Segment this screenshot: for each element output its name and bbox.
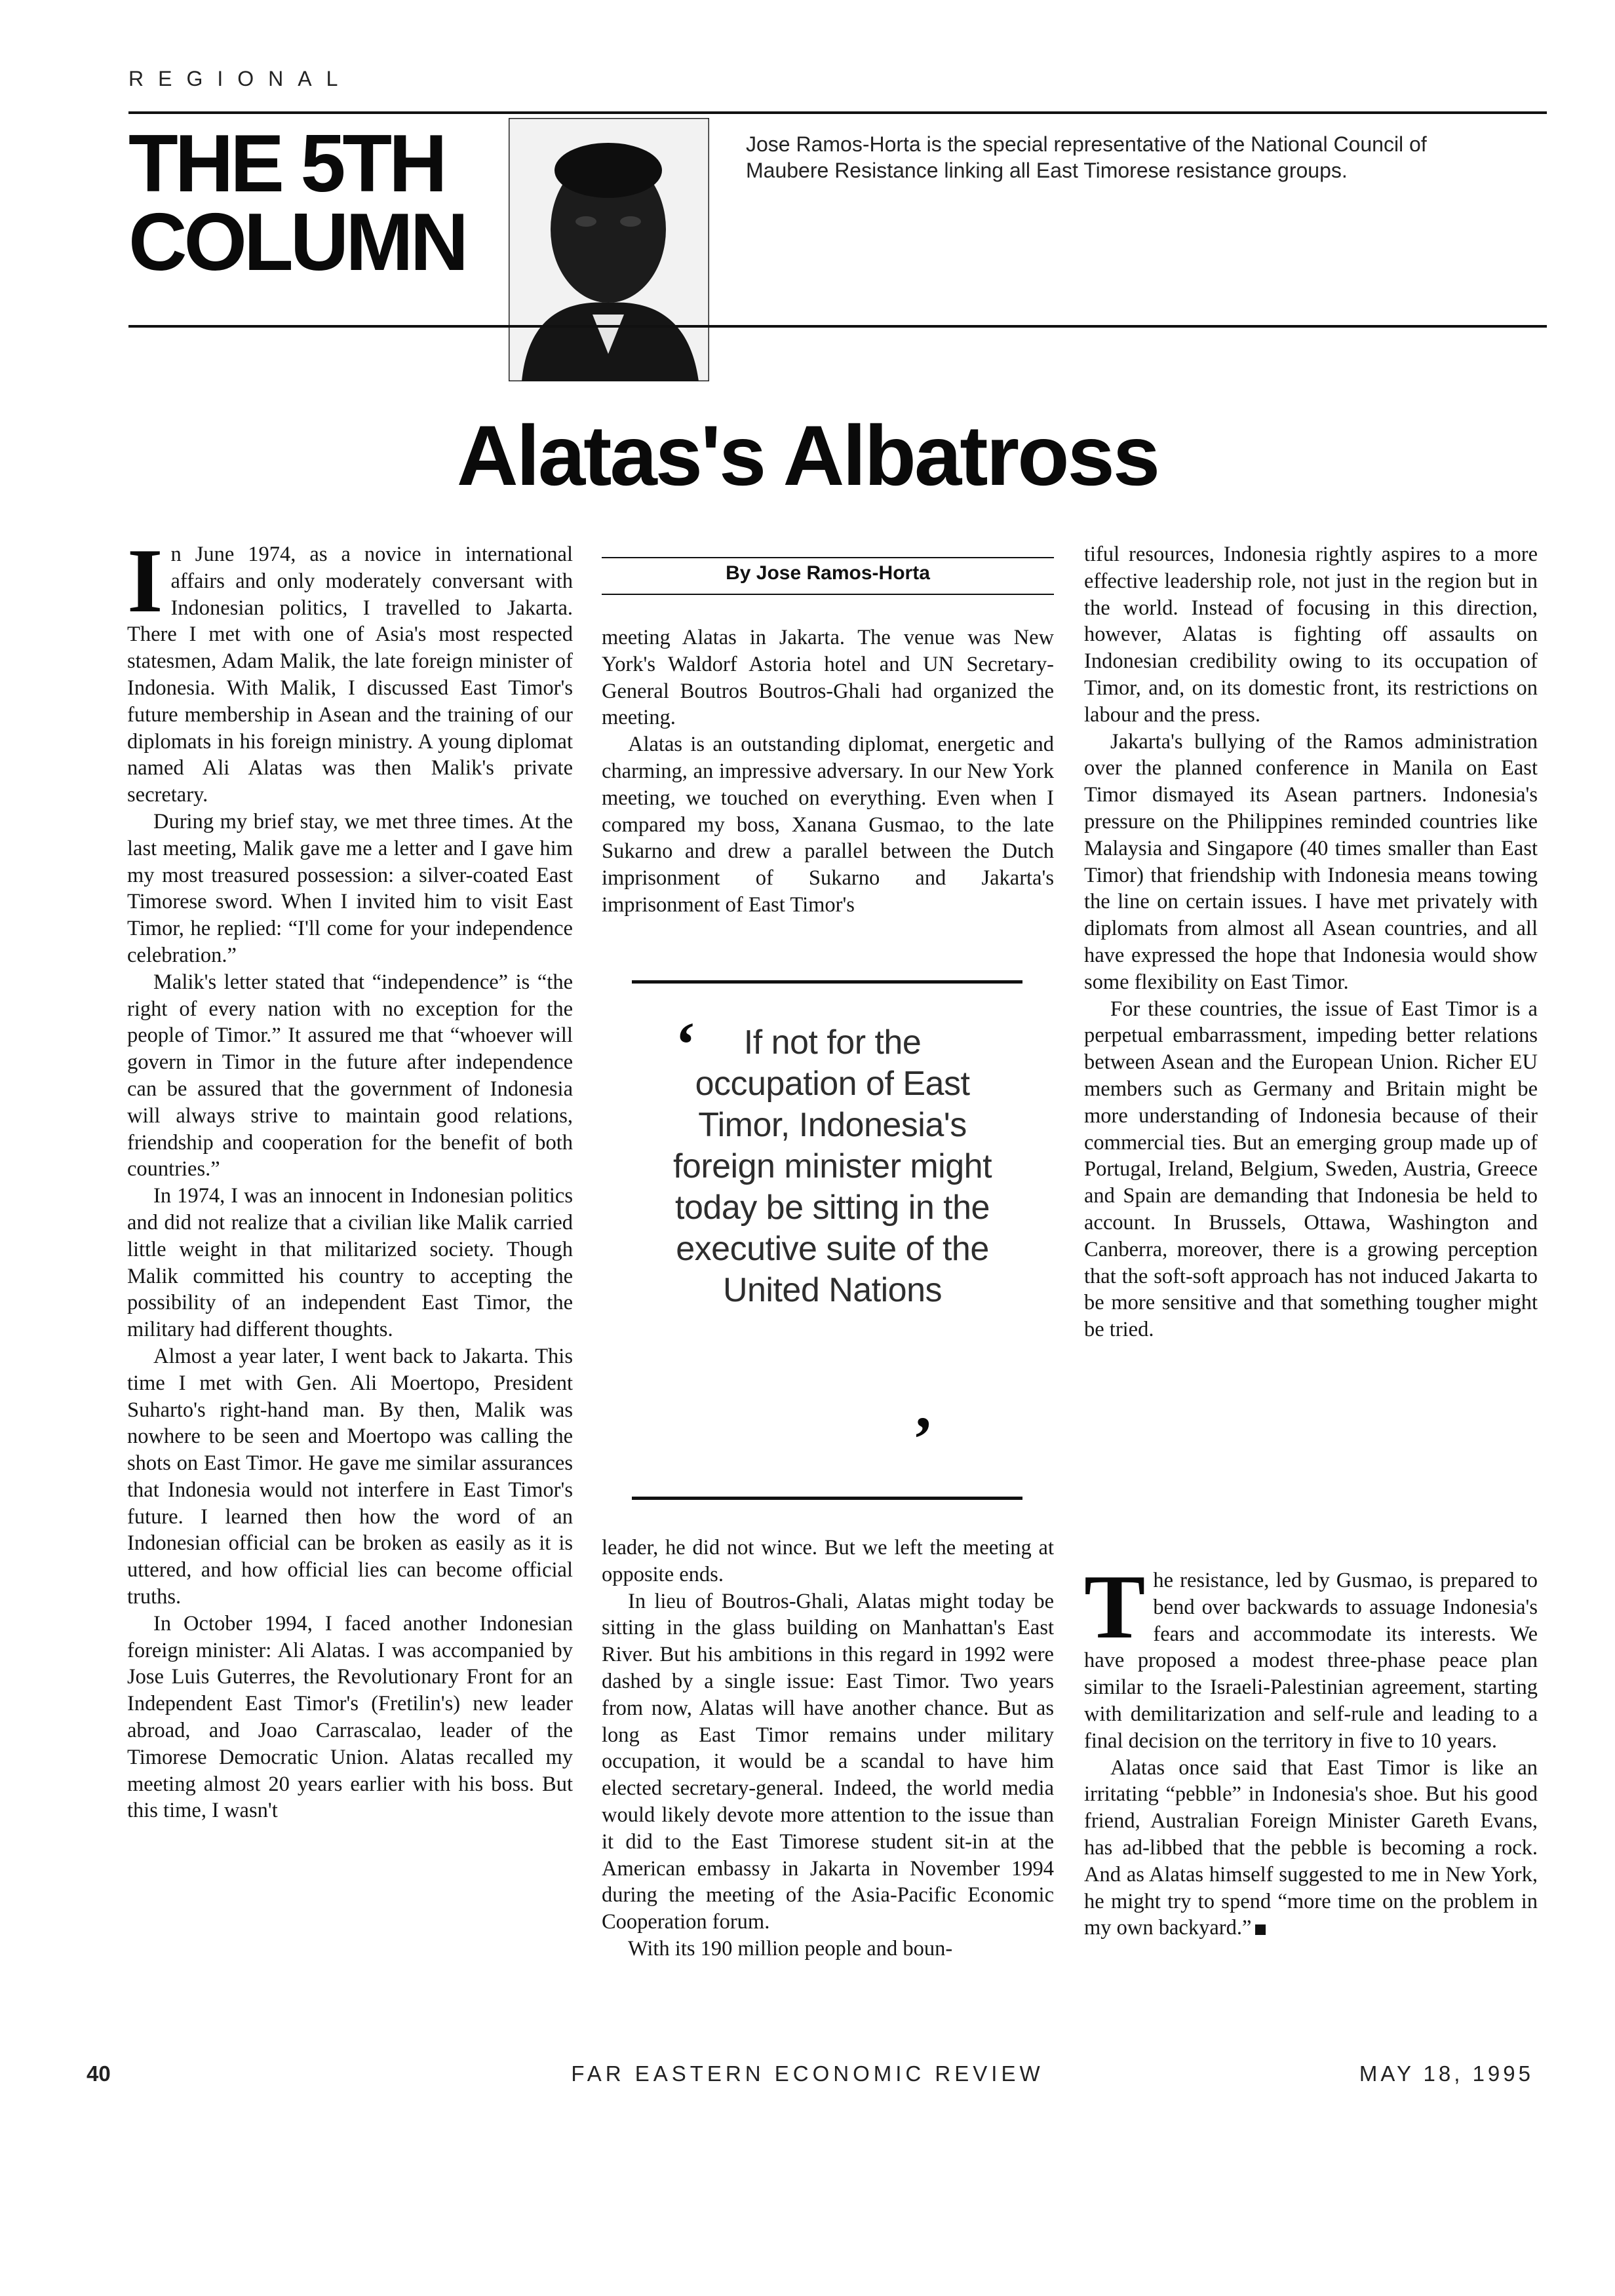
column-title-line2: COLUMN bbox=[128, 197, 466, 288]
column-title-line1: THE 5TH bbox=[128, 119, 444, 209]
article-column-3-top bbox=[1084, 541, 1538, 1343]
byline: By Jose Ramos-Horta bbox=[726, 562, 930, 584]
header-rule-top bbox=[128, 111, 1547, 114]
paragraph bbox=[127, 530, 573, 809]
quote-close-mark: ’ bbox=[912, 1404, 933, 1474]
paragraph-text: Alatas once said that East Timor is like an irritating “pebble” in Indonesia's shoe. But his good friend, Australian Foreign Minister Gareth Evans, has ad-libbed that the pebble is becoming a rock. And as Alatas himself suggested to me in New York, he might try to spend “more time on the problem in my own backyard.” bbox=[1084, 1755, 1538, 1940]
paragraph: Malik's letter stated that “independence” is “the right of every nation with no exception for the people of Timor.” It assured me that “whoever will govern in Timor in the future after independence can be assured that the government of Indonesia will always strive to maintain good relations, friendship and cooperation for the benefit of both countries.” bbox=[127, 970, 573, 1181]
article-column-3-bottom bbox=[1084, 1556, 1538, 1942]
pull-quote: If not for the occupation of East Timor, Indonesia's foreign minister might today be sitting in the executive suite of the United Nations bbox=[672, 1024, 992, 1309]
paragraph: In October 1994, I faced another Indonesian foreign minister: Ali Alatas. I was accompanied by Jose Luis Guterres, the Revolutionary Front for an Independent East Timor's (Fretilin's) new leader abroad, and Joao Carrascalao, leader of the Timorese Democratic Union. Alatas recalled my meeting almost 20 years earlier with his boss. But this time, I wasn't bbox=[127, 1611, 573, 1823]
paragraph bbox=[1084, 1556, 1538, 1755]
column-title bbox=[128, 119, 496, 288]
paragraph: meeting Alatas in Jakarta. The venue was New York's Waldorf Astoria hotel and UN Secretary-General Boutros Boutros-Ghali had organized the meeting. bbox=[602, 626, 1054, 730]
end-of-article-icon bbox=[1255, 1924, 1266, 1935]
dropcap: I bbox=[127, 530, 163, 632]
article-column-1 bbox=[127, 530, 573, 1824]
article-headline: Alatas's Albatross bbox=[456, 408, 1159, 503]
publication-name: FAR EASTERN ECONOMIC REVIEW bbox=[571, 2061, 1044, 2086]
paragraph-text: he resistance, led by Gusmao, is prepared to bend over backwards to assuage Indonesia's fears and accommodate its interests. We have proposed a modest three-phase peace plan similar to the Israeli-Palestinian agreement, starting with demilitarization and self-rule and leading to a final decision on the territory in five to 10 years. bbox=[1084, 1569, 1538, 1753]
paragraph bbox=[1084, 1755, 1538, 1942]
section-label: REGIONAL bbox=[128, 67, 353, 90]
dropcap: T bbox=[1084, 1556, 1146, 1658]
paragraph: In lieu of Boutros-Ghali, Alatas might today be sitting in the glass building on Manhattan's East River. But his ambitions in this regard in 1992 were dashed by a single issue: East Timor. Two years from now, Alatas will have another chance. But as long as East Timor remains under military occupation, it would be a scandal to have him elected secretary-general. Indeed, the world media would likely devote more attention to the issue than it did to the East Timorese student sit-in at the American embassy in Jakarta in November 1994 during the meeting of the Asia-Pacific Economic Cooperation forum. bbox=[602, 1589, 1054, 1934]
header-rule-bottom bbox=[128, 325, 1547, 328]
paragraph: Jakarta's bullying of the Ramos administration over the planned conference in Manila on East Timor dismayed its Asean partners. Indonesia's pressure on the Philippines reminded countries like Malaysia and Singapore (40 times smaller than East Timor) that friendship with Indonesia means towing the line on certain issues. I have met privately with diplomats from almost all Asean countries, and all have expressed the hope that Indonesia would show some flexibility on East Timor. bbox=[1084, 729, 1538, 994]
article-column-2-top bbox=[602, 624, 1054, 919]
issue-date: MAY 18, 1995 bbox=[1359, 2061, 1534, 2086]
paragraph: leader, he did not wince. But we left the meeting at opposite ends. bbox=[602, 1536, 1054, 1586]
article-column-2-bottom bbox=[602, 1535, 1054, 1962]
byline-rule-bottom bbox=[602, 594, 1054, 595]
author-portrait-photo bbox=[509, 118, 709, 381]
page-number: 40 bbox=[87, 2061, 111, 2086]
paragraph: Alatas is an outstanding diplomat, energetic and charming, an impressive adversary. In our New York meeting, we touched on everything. Even when I compared my boss, Xanana Gusmao, to the late Sukarno and drew a parallel between the Dutch imprisonment of Sukarno and Jakarta's imprisonment of East Timor's bbox=[602, 733, 1054, 917]
author-note: Jose Ramos-Horta is the special representative of the National Council of Maubere Resistance linking all East Timorese resistance groups. bbox=[746, 132, 1427, 182]
paragraph: In 1974, I was an innocent in Indonesian politics and did not realize that a civilian like Malik carried little weight in that militarized society. Though Malik committed his country to accepting the possibility of an independent East Timor, the military had different thoughts. bbox=[127, 1184, 573, 1342]
byline-rule-top bbox=[602, 557, 1054, 558]
paragraph-text: n June 1974, as a novice in international affairs and only moderately conversant with Indonesian politics, I travelled to Jakarta. There I met with one of Asia's most respected statesmen, Adam Malik, the late foreign minister of Indonesia. With Malik, I discussed East Timor's future membership in Asean and the training of our diplomats in his foreign ministry. A young diplomat named Ali Alatas was then Malik's private secretary. bbox=[127, 543, 573, 807]
paragraph: For these countries, the issue of East Timor is a perpetual embarrassment, impeding better relations between Asean and the European Union. Richer EU members such as Germany and Britain might be more understanding of Indonesia because of their commercial ties. But an emerging group made up of Portugal, Ireland, Belgium, Sweden, Austria, Greece and Spain are demanding that Indonesia be held to account. In Brussels, Ottawa, Washington and Canberra, moreover, there is a growing perception that the soft-soft approach has not induced Jakarta to be more sensitive and that something tougher might be tried. bbox=[1084, 997, 1538, 1342]
quote-open-mark: ‘ bbox=[675, 1009, 696, 1079]
pull-quote-rule-top bbox=[632, 980, 1022, 984]
paragraph: Almost a year later, I went back to Jakarta. This time I met with Gen. Ali Moertopo, President Suharto's right-hand man. By then, Malik was nowhere to be seen and Moertopo was calling the shots on East Timor. He gave me similar assurances that Indonesia would not interfere in East Timor's future. I learned then how the word of an Indonesian official can be broken as easily as it is uttered, and how official lies can become official truths. bbox=[127, 1344, 573, 1609]
paragraph: With its 190 million people and boun- bbox=[628, 1936, 953, 1961]
paragraph: tiful resources, Indonesia rightly aspires to a more effective leadership role, not just in the region but in the world. Instead of focusing in this direction, however, Alatas is fighting off assaults on Indonesian credibility owing to its occupation of Timor, and, on its domestic front, its restrictions on labour and the press. bbox=[1084, 543, 1538, 727]
paragraph: During my brief stay, we met three times. At the last meeting, Malik gave me a letter and I gave him my most treasured possession: a silver-coated East Timorese sword. When I invited him to visit East Timor, he replied: “I'll come for your independence celebration.” bbox=[127, 809, 573, 967]
pull-quote-rule-bottom bbox=[632, 1497, 1022, 1500]
